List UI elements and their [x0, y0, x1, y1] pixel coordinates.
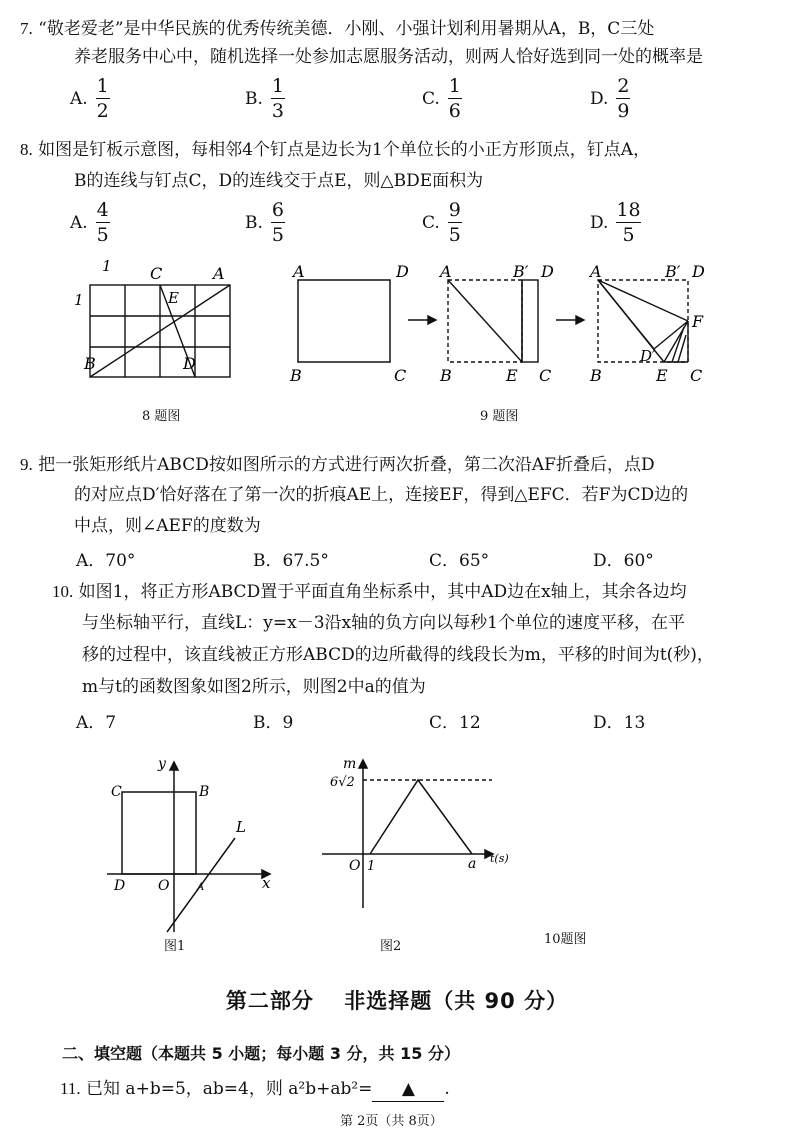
- fraction-numerator: 1: [271, 75, 284, 97]
- fig10-1-label-y: y: [158, 756, 166, 772]
- fig10-2-label-m: m: [343, 756, 357, 772]
- fig10-1-caption: 图1: [164, 939, 186, 954]
- fig10-2-label-peak: 6√2: [330, 775, 355, 790]
- q7-text-line1: “敬老爱老”是中华民族的优秀传统美德．小刚、小强计划利用暑期从A，B，C三处: [38, 19, 655, 39]
- fig9c-label-D: D: [692, 262, 705, 281]
- page-footer: 第 2页（共 8页）: [340, 1114, 443, 1129]
- fig9c-label-Dp: D′: [640, 347, 656, 365]
- fig8-label-B: B: [84, 354, 96, 373]
- fig9a-label-D: D: [396, 262, 409, 281]
- q8-option-1[interactable]: [245, 200, 285, 245]
- q10-number: 10.: [52, 582, 74, 601]
- q8-option-label: C.: [422, 212, 440, 233]
- q9-text-line1: 把一张矩形纸片ABCD按如图所示的方式进行两次折叠，第二次沿AF折叠后，点D: [38, 455, 655, 475]
- fig10-1-axes: [107, 762, 270, 932]
- q9-option-0[interactable]: A．70°: [76, 551, 136, 571]
- fraction-numerator: 1: [96, 75, 109, 97]
- q10-text-line4: m与t的函数图象如图2所示，则图2中a的值为: [82, 677, 426, 697]
- fig10-2-graph: [363, 780, 492, 854]
- q7-option-label: A.: [70, 88, 88, 109]
- fig9b-label-D: D: [541, 262, 554, 281]
- fraction-denominator: 6: [448, 100, 461, 122]
- fig10-1-square: [122, 792, 235, 932]
- q8-number: 8.: [20, 140, 33, 159]
- fig9a-label-B: B: [290, 366, 302, 385]
- fig8-label-C: C: [150, 264, 163, 283]
- fig8-label-1-left: 1: [74, 291, 84, 309]
- q11-text: 已知 a+b=5，ab=4，则 a²b+ab²=: [86, 1079, 373, 1099]
- fig9-rectangle: [298, 280, 390, 362]
- q10-text-line3: 移的过程中，该直线被正方形ABCD的边所截得的线段长为m，平移的时间为t(秒)，: [82, 645, 714, 665]
- fig9b-label-B: B: [440, 366, 452, 385]
- q9-option-3[interactable]: D．60°: [593, 551, 654, 571]
- fraction-bar: [448, 98, 462, 99]
- q8-option-3[interactable]: [590, 200, 641, 245]
- q8-option-label: B.: [245, 212, 263, 233]
- q8-option-fraction: [271, 200, 285, 245]
- fig8-pegboard: [90, 285, 230, 377]
- fraction-bar: [96, 222, 110, 223]
- fig10-1-label-A: A: [197, 882, 205, 893]
- q10-option-0[interactable]: A．7: [76, 713, 117, 733]
- section-title: 第二部分 非选择题（共 90 分）: [225, 989, 569, 1013]
- fraction-numerator: 4: [96, 199, 109, 221]
- q8-text-line2: B的连线与钉点C，D的连线交于点E，则△BDE面积为: [74, 171, 484, 191]
- q7-option-fraction: [96, 76, 110, 121]
- q7-option-1[interactable]: [245, 76, 285, 121]
- q8-option-label: A.: [70, 212, 88, 233]
- fraction-numerator: 1: [448, 75, 461, 97]
- q10-text-line2: 与坐标轴平行，直线L：y=x－3沿x轴的负方向以每秒1个单位的速度平移，在平: [82, 613, 685, 633]
- fig10-1-label-C: C: [111, 784, 122, 800]
- q7-option-label: D.: [590, 88, 609, 109]
- q8-option-label: D.: [590, 212, 609, 233]
- fig10-2-label-O: O: [349, 858, 361, 874]
- q7-option-0[interactable]: [70, 76, 110, 121]
- fig8-label-E: E: [168, 289, 179, 307]
- q11-number: 11.: [60, 1079, 81, 1098]
- fig8-label-D: D: [183, 354, 196, 373]
- q7-option-2[interactable]: [422, 76, 462, 121]
- fig9a-label-C: C: [394, 366, 407, 385]
- q10-option-2[interactable]: C．12: [429, 713, 481, 733]
- fig10-1-label-O: O: [158, 878, 170, 894]
- q7-option-label: B.: [245, 88, 263, 109]
- fraction-bar: [616, 222, 640, 223]
- fraction-bar: [448, 222, 462, 223]
- fraction-numerator: 9: [448, 199, 461, 221]
- fig9b-label-A: A: [440, 262, 452, 281]
- q10-option-1[interactable]: B．9: [253, 713, 294, 733]
- fig9b-label-Bp: B′: [513, 262, 529, 281]
- figures-8-9: [0, 255, 794, 395]
- fig9c-label-B: B: [590, 366, 602, 385]
- fig9-caption: 9 题图: [480, 409, 519, 424]
- figures-10: [0, 750, 794, 960]
- fig9b-label-E: E: [506, 366, 518, 385]
- fig9-first-fold: [448, 280, 538, 362]
- q10-text-line1: 如图1，将正方形ABCD置于平面直角坐标系中，其中AD边在x轴上，其余各边均: [78, 582, 687, 602]
- fig9c-label-F: F: [692, 312, 704, 331]
- fig10-2-label-a: a: [468, 856, 477, 872]
- fig10-1-label-D: D: [114, 878, 126, 894]
- fig9c-label-E: E: [656, 366, 668, 385]
- q9-option-1[interactable]: B．67.5°: [253, 551, 329, 571]
- q11-line: [60, 1077, 450, 1102]
- fraction-denominator: 9: [617, 100, 630, 122]
- answer-blank[interactable]: ▲: [372, 1077, 444, 1102]
- q9-text-line2: 的对应点D′恰好落在了第一次的折痕AE上，连接EF，得到△EFC．若F为CD边的: [74, 485, 689, 505]
- fraction-bar: [271, 98, 285, 99]
- fraction-bar: [96, 98, 110, 99]
- fig10-2-caption: 图2: [380, 939, 402, 954]
- fig10-caption: 10题图: [544, 932, 587, 947]
- q10-line1: [52, 580, 687, 604]
- q9-text-line3: 中点，则∠AEF的度数为: [74, 516, 261, 536]
- fraction-denominator: 5: [622, 224, 635, 246]
- q7-option-fraction: [271, 76, 285, 121]
- fraction-bar: [616, 98, 630, 99]
- fig9b-label-C: C: [539, 366, 552, 385]
- fig9c-label-Bp: B′: [665, 262, 681, 281]
- fraction-bar: [271, 222, 285, 223]
- q8-line1: [20, 138, 650, 162]
- fig8-label-A: A: [213, 264, 225, 283]
- q9-line1: [20, 453, 655, 477]
- fraction-denominator: 3: [271, 100, 284, 122]
- q10-option-3[interactable]: D．13: [593, 713, 646, 733]
- fraction-denominator: 5: [96, 224, 109, 246]
- fig8-label-1-top: 1: [102, 257, 112, 275]
- q8-option-0[interactable]: [70, 200, 110, 245]
- q7-line1: [20, 17, 654, 41]
- fig9c-label-A: A: [590, 262, 602, 281]
- q7-option-fraction: [616, 76, 630, 121]
- fig8-caption: 8 题图: [142, 409, 181, 424]
- fig10-1-label-L: L: [236, 818, 246, 836]
- fig9a-label-A: A: [293, 262, 305, 281]
- fig9c-label-C: C: [690, 366, 703, 385]
- q8-option-2[interactable]: [422, 200, 462, 245]
- q8-text-line1: 如图是钉板示意图，每相邻4个钉点是边长为1个单位长的小正方形顶点，钉点A，: [38, 140, 651, 160]
- q7-option-fraction: [448, 76, 462, 121]
- fraction-numerator: 2: [617, 75, 630, 97]
- q9-number: 9.: [20, 455, 33, 474]
- q9-option-2[interactable]: C．65°: [429, 551, 490, 571]
- q8-option-fraction: [616, 200, 640, 245]
- fraction-denominator: 5: [448, 224, 461, 246]
- fraction-denominator: 2: [96, 100, 109, 122]
- fraction-denominator: 5: [271, 224, 284, 246]
- fig10-2-label-1: 1: [367, 859, 376, 874]
- q8-option-fraction: [96, 200, 110, 245]
- q11-end: .: [444, 1079, 450, 1099]
- q7-number: 7.: [20, 19, 33, 38]
- fraction-numerator: 6: [271, 199, 284, 221]
- fig10-2-label-t: t(s): [490, 852, 509, 865]
- q7-option-label: C.: [422, 88, 440, 109]
- q7-text-line2: 养老服务中心中，随机选择一处参加志愿服务活动，则两人恰好选到同一处的概率是: [74, 47, 703, 67]
- fig10-1-label-B: B: [199, 784, 210, 800]
- fill-in-heading: 二、填空题（本题共 5 小题；每小题 3 分，共 15 分）: [62, 1044, 460, 1063]
- fraction-numerator: 18: [616, 199, 641, 221]
- arrow-icon: [408, 316, 436, 324]
- q8-option-fraction: [448, 200, 462, 245]
- arrow-icon: [556, 316, 584, 324]
- fig10-1-label-x: x: [262, 874, 271, 892]
- q7-option-3[interactable]: [590, 76, 630, 121]
